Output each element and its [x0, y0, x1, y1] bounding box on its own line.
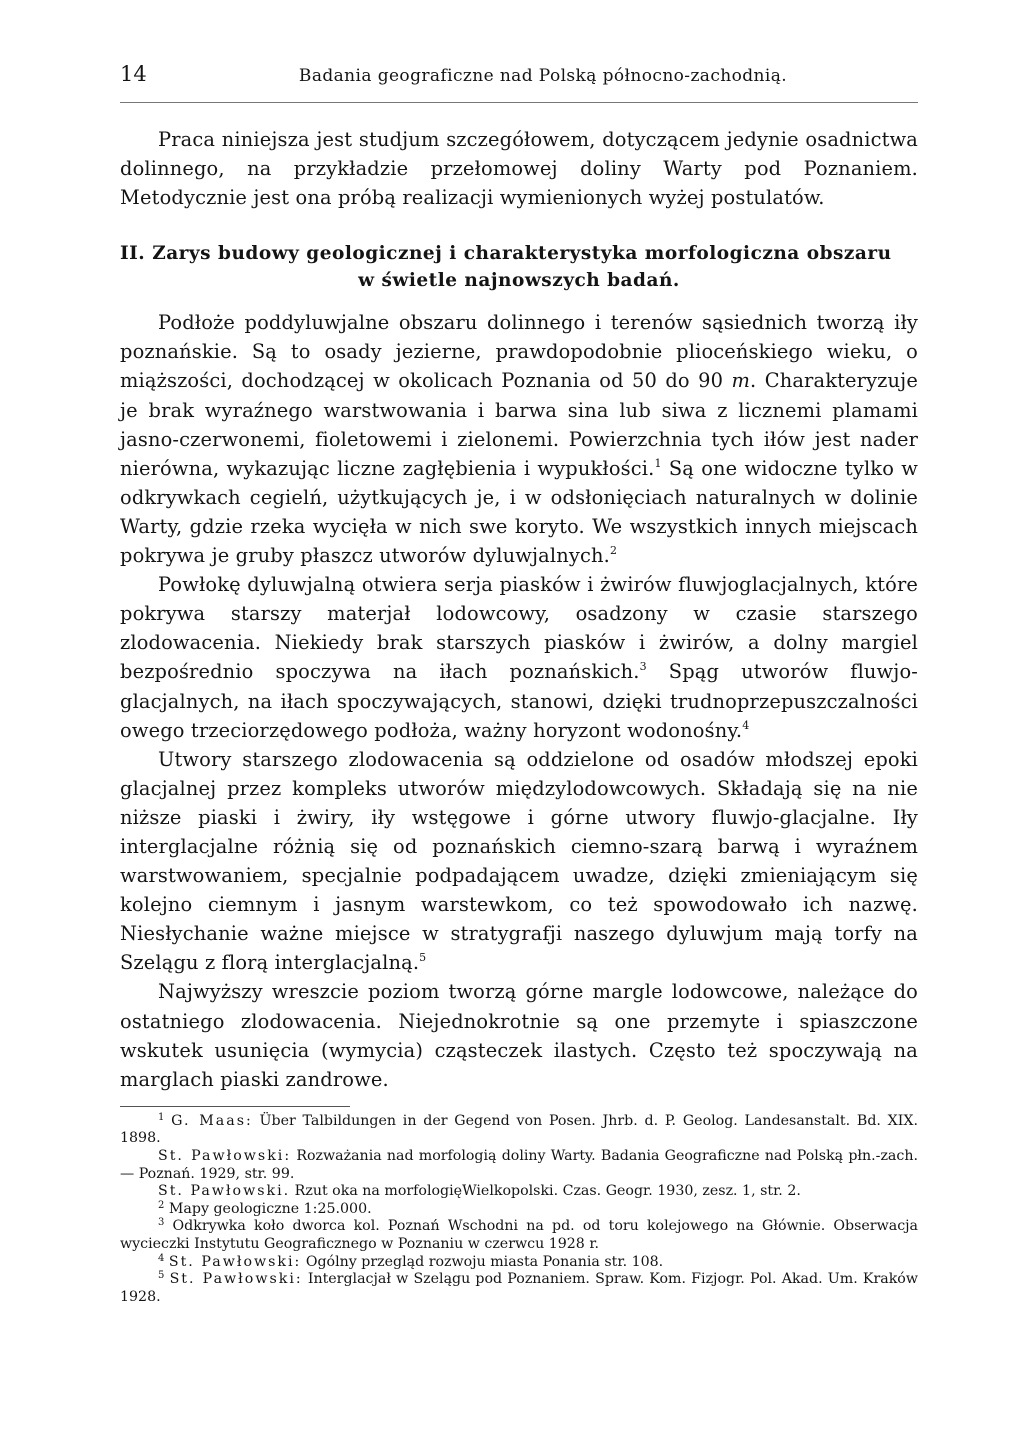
text-run: . Charakteryzuje je brak wyraźnego warstwowania i barwa sina lub siwa z licznemi plamami jasno-czerwonemi, fioletowemi i zielonemi. Powierzchnia tych iłów jest nader nierówna, wykazując liczne zagłębienia i wypukłości.: [120, 369, 918, 480]
section-heading-line-2: w świetle najnowszych badań.: [358, 270, 680, 292]
footnote-text: Über Talbildungen in der Gegend von Posen. Jhrb. d. P. Geolog. Landesanstalt. Bd. XIX. 1898.: [120, 1112, 918, 1147]
footnote-1b: [120, 1148, 918, 1183]
footnote-5: [120, 1271, 918, 1306]
footnote-text: Rozważania nad morfologią doliny Warty. Badania Geograficzne nad Polską płn.-zach. — Poznań. 1929, str. 99.: [120, 1148, 918, 1182]
footnote-mark: 3: [158, 1217, 165, 1229]
footnote-author: St. Pawłowski:: [169, 1271, 303, 1288]
footnote-rule: [120, 1106, 350, 1107]
intro-paragraph: Praca niniejsza jest studjum szczegółowem, dotyczącem jedynie osadnictwa dolinnego, na przykładzie przełomowej doliny Warty pod Poznaniem. Metodycznie jest ona próbą realizacji wymienionych wyżej postulatów.: [120, 128, 918, 210]
unit-meters: m: [731, 369, 751, 393]
text-run: Powłokę dyluwjalną otwiera serja piasków i żwirów fluwjoglacjalnych, które pokrywa starszy materjał lodowcowy, osadzony w czasie starszego zlodowacenia. Niekiedy brak starszych piasków i żwirów, a dolny margiel bezpośrednio spoczywa na iłach poznańskich.: [120, 573, 918, 684]
footnote-author: St. Pawłowski:: [158, 1148, 292, 1164]
footnote-mark: 2: [158, 1199, 165, 1211]
footnote-3: [120, 1218, 918, 1253]
footnote-1c: [120, 1183, 918, 1201]
section-heading: [120, 240, 918, 294]
footnote-2: [120, 1201, 918, 1219]
footnote-ref-2: 2: [609, 544, 618, 558]
footnote-ref-1: 1: [654, 456, 662, 470]
footnote-text: Rzut oka na morfologięWielkopolski. Czas. Geogr. 1930, zesz. 1, str. 2.: [290, 1183, 801, 1200]
footnote-author: St. Pawłowski:: [168, 1253, 302, 1270]
footnote-1: [120, 1113, 918, 1148]
text-run: Utwory starszego zlodowacenia są oddzielone od osadów młodszej epoki glacjalnej przez kompleks utworów międzylodowcowych. Składają się na nie niższe piaski i żwiry, iły wstęgowe i górne utwory fluwjo-glacjalne. Iły interglacjalne różnią się od poznańskich ciemno-szarą barwą i wyraźnem warstwowaniem, specjalnie podpadającem uwadze, dzięki zmieniającym się kolejno ciemnym i jasnym warstewkom, co też spowodowało ich nazwę. Niesłychanie ważne miejsce w stratygrafji naszego dyluwjum mają torfy na Szelągu z florą interglacjalną.: [120, 747, 918, 975]
body-paragraph-1: [120, 308, 918, 570]
footnote-text: Mapy geologiczne 1:25.000.: [164, 1200, 372, 1217]
footnote-author: St. Pawłowski.: [158, 1183, 291, 1200]
body-paragraph-3: [120, 745, 918, 978]
footnotes: [120, 1113, 918, 1307]
page-number: 14: [120, 62, 147, 86]
footnote-ref-3: 3: [639, 660, 647, 674]
text-run: Są one widoczne tylko w odkrywkach cegielń, użytkujących je, i w odsłonięciach naturalnych w dolinie Warty, gdzie rzeka wycięła w nich swe koryto. We wszystkich innych miejscach pokrywa je gruby płaszcz utworów dyluwjalnych.: [120, 456, 918, 568]
page-header: [120, 62, 918, 92]
section-heading-line-1: II. Zarys budowy geologicznej i charakterystyka morfologiczna obszaru: [120, 243, 892, 265]
book-page: [120, 62, 918, 1306]
footnote-text: Odkrywka koło dworca kol. Poznań Wschodni na pd. od toru kolejowego na Głównie. Obserwacja wycieczki Instytutu Geograficznego w Poznaniu w czerwcu 1928 r.: [120, 1218, 918, 1252]
text-run: Spąg utworów fluwjo-glacjalnych, na iłach spoczywających, stanowi, dzięki trudnoprzepuszczalności owego trzeciorzędowego podłoża, ważny horyzont wodonośny.: [120, 660, 918, 742]
footnote-mark: 4: [158, 1252, 165, 1264]
footnote-ref-4: 4: [742, 718, 750, 732]
body-paragraph-2: [120, 570, 918, 745]
running-title: Badania geograficzne nad Polską północno-zachodnią.: [298, 66, 788, 86]
footnote-text: Interglacjał w Szelągu pod Poznaniem. Spraw. Kom. Fizjogr. Pol. Akad. Um. Kraków 1928.: [120, 1271, 918, 1305]
footnote-text: Ogólny przegląd rozwoju miasta Ponania str. 108.: [301, 1253, 664, 1270]
header-rule: [120, 102, 918, 103]
footnote-ref-5: 5: [419, 951, 427, 965]
footnote-mark: 5: [158, 1270, 165, 1282]
body-paragraph-4: Najwyższy wreszcie poziom tworzą górne margle lodowcowe, należące do ostatniego zlodowacenia. Niejednokrotnie są one przemyte i spiaszczone wskutek usunięcia (wymycia) cząsteczek ilastych. Często też spoczywają na marglach piaski zandrowe.: [120, 980, 918, 1091]
text-run: Podłoże poddyluwjalne obszaru dolinnego i terenów sąsiednich tworzą iły poznańskie. Są to osady jezierne, prawdopodobnie plioceńskiego wieku, o miąższości, dochodzącej w okolicach Poznania od 50 do 90: [120, 311, 918, 393]
footnote-4: [120, 1254, 918, 1272]
footnote-author: G. Maas:: [171, 1112, 253, 1129]
footnote-mark: 1: [158, 1111, 165, 1123]
